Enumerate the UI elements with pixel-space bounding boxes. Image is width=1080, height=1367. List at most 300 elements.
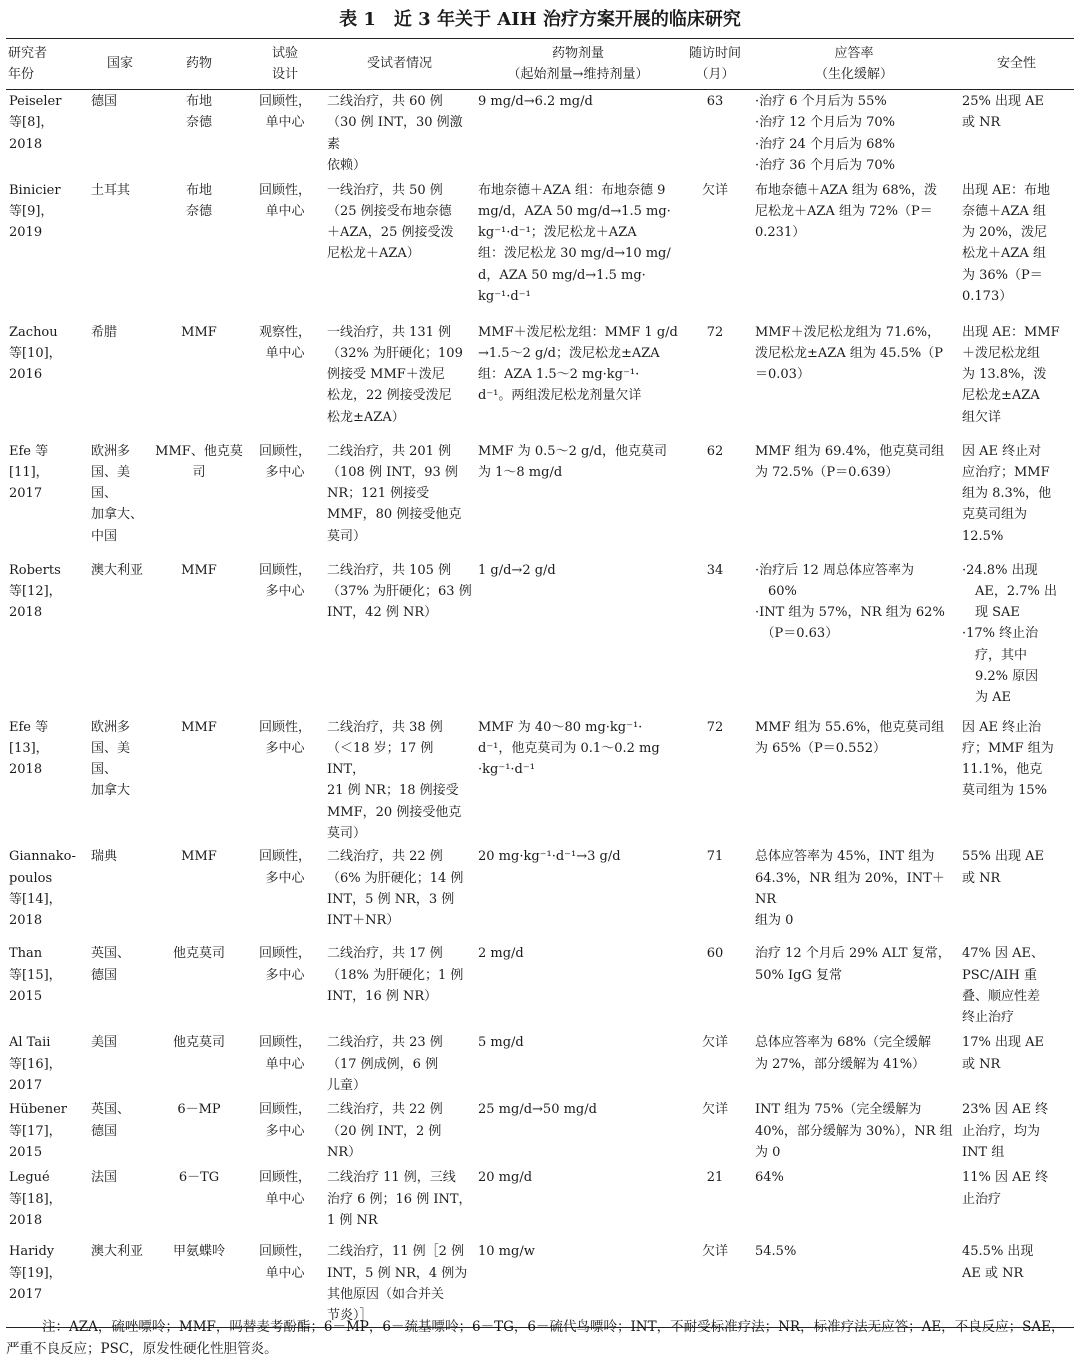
cell-line: 或 NR xyxy=(962,115,1001,131)
cell-line: 二线治疗，共 60 例 xyxy=(327,94,443,109)
cell-line: PSC/AIH 重 xyxy=(962,967,1037,983)
cell-safety xyxy=(959,179,1074,321)
cell-dosage xyxy=(475,440,681,559)
cell-drug xyxy=(152,179,246,321)
cell-line: NR；121 例接受 xyxy=(327,486,430,502)
cell-line: 尼松龙＋AZA 组为 72%（P＝ xyxy=(755,203,933,219)
cell-line: 25 mg/d→50 mg/d xyxy=(478,1102,597,1118)
cell-line: 为 65%（P＝0.552） xyxy=(755,740,886,756)
cell-line: 疗，其中 xyxy=(962,647,1028,663)
cell-line: （18% 为肝硬化；1 例 xyxy=(327,967,464,983)
cell-line: 2015 xyxy=(9,1144,43,1160)
cell-line: 一线治疗，共 50 例 xyxy=(327,182,443,198)
cell-line: 等[19]， xyxy=(9,1265,62,1281)
cell-dosage xyxy=(475,1240,681,1328)
cell-subjects xyxy=(324,1098,475,1166)
cell-line: 多中心 xyxy=(265,740,305,756)
cell-line: 尼松龙＋AZA） xyxy=(327,246,420,262)
cell-line: ·INT 组为 57%，NR 组为 62% xyxy=(755,605,945,621)
cell-line: 单中心 xyxy=(265,345,305,361)
cell-line: 72 xyxy=(706,719,724,735)
cell-line: poulos xyxy=(9,870,53,886)
cell-dosage xyxy=(475,1031,681,1098)
cell-line: 加拿大 xyxy=(91,783,131,799)
cell-researcher-year xyxy=(6,179,88,321)
cell-line: 瑞典 xyxy=(91,849,118,865)
cell-researcher-year xyxy=(6,942,88,1031)
cell-safety xyxy=(959,716,1074,846)
cell-line: 治疗 12 个月后 29% ALT 复常， xyxy=(755,946,951,962)
cell-line: 布地 xyxy=(185,182,212,198)
header-trial-design xyxy=(246,39,324,90)
cell-trial-design xyxy=(246,716,324,846)
cell-line: 欠详 xyxy=(701,1102,728,1118)
cell-line: 1 g/d→2 g/d xyxy=(478,562,556,578)
table-row xyxy=(6,942,1074,1031)
cell-safety xyxy=(959,1031,1074,1098)
cell-line: INT，5 例 NR，4 例为 xyxy=(327,1265,468,1281)
cell-follow-up xyxy=(681,440,749,559)
cell-line: 2017 xyxy=(9,1286,43,1302)
header-line: 随访时间 xyxy=(688,45,741,61)
cell-line: Efe 等[11]， xyxy=(9,443,49,480)
cell-line: 回顾性， xyxy=(258,1035,311,1051)
cell-subjects xyxy=(324,1166,475,1240)
cell-line: 二线治疗，共 38 例 xyxy=(327,719,443,735)
cell-line: 2018 xyxy=(9,136,43,152)
cell-line: 回顾性， xyxy=(258,946,311,962)
cell-line: 2 mg/d xyxy=(478,946,524,962)
header-line: 国家 xyxy=(106,56,133,72)
cell-subjects xyxy=(324,845,475,942)
cell-line: 一线治疗，共 131 例 xyxy=(327,324,452,340)
cell-subjects xyxy=(324,321,475,440)
cell-line: 克莫司组为 xyxy=(962,507,1028,523)
cell-line: 中国 xyxy=(91,528,118,544)
cell-line: 62 xyxy=(706,443,724,459)
cell-line: 松龙＋AZA 组 xyxy=(962,246,1046,262)
cell-dosage xyxy=(475,559,681,716)
cell-subjects xyxy=(324,716,475,846)
cell-response-rate xyxy=(749,716,959,846)
cell-researcher-year xyxy=(6,1031,88,1098)
cell-line: 20 mg/d xyxy=(478,1170,533,1186)
cell-follow-up xyxy=(681,90,749,179)
cell-line: 二线治疗，共 23 例 xyxy=(327,1035,443,1051)
cell-line: 6－TG xyxy=(178,1170,220,1186)
cell-line: AE 或 NR xyxy=(962,1265,1024,1281)
cell-line: ·治疗 36 个月后为 70% xyxy=(755,157,895,173)
cell-follow-up xyxy=(681,1166,749,1240)
cell-line: 单中心 xyxy=(265,1265,305,1281)
cell-trial-design xyxy=(246,321,324,440)
cell-line: 单中心 xyxy=(265,1191,305,1207)
cell-line: 回顾性， xyxy=(258,182,311,198)
cell-trial-design xyxy=(246,440,324,559)
cell-line: 英国、 xyxy=(91,1102,131,1118)
header-drug xyxy=(152,39,246,90)
cell-line: 5 mg/d xyxy=(478,1035,524,1051)
cell-researcher-year xyxy=(6,440,88,559)
cell-line: 儿童） xyxy=(327,1077,367,1093)
cell-line: （108 例 INT，93 例 xyxy=(327,464,458,480)
cell-line: 为 36%（P＝ xyxy=(962,267,1043,283)
cell-line: （＜18 岁；17 例 INT， xyxy=(327,740,434,778)
cell-line: （17 例成例，6 例 xyxy=(327,1056,439,1072)
cell-line: 布地奈德＋AZA 组为 68%，泼 xyxy=(755,182,937,198)
cell-line: （32% 为肝硬化；109 xyxy=(327,345,463,361)
cell-line: 二线治疗，11 例［2 例 xyxy=(327,1244,465,1260)
cell-line: 60 xyxy=(706,946,724,962)
cell-line: 组：泼尼松龙 30 mg/d→10 mg/ xyxy=(478,246,671,262)
cell-line: 观察性， xyxy=(258,324,311,340)
cell-response-rate xyxy=(749,179,959,321)
cell-line: INT 组为 75%（完全缓解为 xyxy=(755,1102,922,1118)
cell-line: MMF 组为 69.4%，他克莫司组 xyxy=(755,443,945,459)
cell-line: 布地 xyxy=(185,94,212,109)
cell-line: Al Taii xyxy=(9,1035,51,1051)
cell-subjects xyxy=(324,559,475,716)
cell-line: 二线治疗，共 22 例 xyxy=(327,1102,443,1118)
cell-line: d，AZA 50 mg/d→1.5 mg· xyxy=(478,267,646,283)
cell-dosage xyxy=(475,179,681,321)
cell-follow-up xyxy=(681,559,749,716)
table-header-row xyxy=(6,39,1074,90)
cell-dosage xyxy=(475,845,681,942)
cell-line: MMF，80 例接受他克 xyxy=(327,507,462,523)
cell-trial-design xyxy=(246,1031,324,1098)
cell-line: d⁻¹，他克莫司为 0.1～0.2 mg xyxy=(478,740,660,756)
cell-dosage xyxy=(475,321,681,440)
cell-line: INT，42 例 NR） xyxy=(327,605,438,621)
cell-line: 奈德＋AZA 组 xyxy=(962,203,1046,219)
header-response-rate xyxy=(749,39,959,90)
cell-line: 莫司组为 15% xyxy=(962,783,1048,799)
cell-line: Legué xyxy=(9,1170,50,1186)
cell-line: 泼尼松龙±AZA 组为 45.5%（P xyxy=(755,345,944,361)
cell-line: 出现 AE：MMF xyxy=(962,324,1060,340)
cell-line: 国、美国、 xyxy=(91,464,131,502)
cell-subjects xyxy=(324,179,475,321)
cell-line: AE，2.7% 出 xyxy=(962,583,1058,599)
cell-line: 总体应答率为 68%（完全缓解 xyxy=(755,1035,932,1051)
cell-line: ＝0.03） xyxy=(755,367,810,383)
cell-line: MMF 为 40～80 mg·kg⁻¹· xyxy=(478,719,643,735)
cell-line: MMF，20 例接受他克 xyxy=(327,804,462,820)
cell-line: MMF＋泼尼松龙组：MMF 1 g/d xyxy=(478,324,678,340)
cell-country xyxy=(88,179,152,321)
cell-line: 欠详 xyxy=(701,182,728,198)
cell-line: 布地奈德＋AZA 组：布地奈德 9 xyxy=(478,182,666,198)
cell-line: 64.3%，NR 组为 20%，INT＋NR xyxy=(755,870,945,907)
cell-line: 0.173） xyxy=(962,288,1013,304)
cell-safety xyxy=(959,440,1074,559)
cell-line: 回顾性， xyxy=(258,1244,311,1260)
table-row xyxy=(6,440,1074,559)
cell-dosage xyxy=(475,1098,681,1166)
cell-line: 55% 出现 AE xyxy=(962,849,1045,865)
cell-line: 40%，部分缓解为 30%），NR 组 xyxy=(755,1123,953,1139)
cell-safety xyxy=(959,845,1074,942)
cell-line: 单中心 xyxy=(265,115,305,131)
cell-safety xyxy=(959,90,1074,179)
header-dosage xyxy=(475,39,681,90)
cell-line: 回顾性， xyxy=(258,849,311,865)
cell-line: 或 NR xyxy=(962,870,1001,886)
cell-response-rate xyxy=(749,1031,959,1098)
cell-line: 回顾性， xyxy=(258,719,311,735)
cell-drug xyxy=(152,321,246,440)
cell-country xyxy=(88,1240,152,1328)
cell-line: 2018 xyxy=(9,913,43,929)
table-row xyxy=(6,559,1074,716)
cell-line: 欠详 xyxy=(701,1035,728,1051)
cell-line: 德国 xyxy=(91,94,118,109)
header-line: 设计 xyxy=(271,67,298,82)
cell-follow-up xyxy=(681,1240,749,1328)
cell-follow-up xyxy=(681,321,749,440)
cell-researcher-year xyxy=(6,1098,88,1166)
table-row xyxy=(6,321,1074,440)
cell-line: 2017 xyxy=(9,486,43,502)
cell-researcher-year xyxy=(6,90,88,179)
cell-line: 11% 因 AE 终 xyxy=(962,1170,1049,1186)
cell-line: 为 13.8%，泼 xyxy=(962,367,1047,383)
cell-line: kg⁻¹·d⁻¹；泼尼松龙＋AZA xyxy=(478,225,637,241)
cell-line: 45.5% 出现 xyxy=(962,1244,1034,1260)
cell-line: kg⁻¹·d⁻¹ xyxy=(478,288,531,304)
cell-line: 为 1～8 mg/d xyxy=(478,464,563,480)
cell-country xyxy=(88,716,152,846)
cell-line: 澳大利亚 xyxy=(91,1244,144,1260)
cell-line: 2018 xyxy=(9,1212,43,1228)
cell-line: 因 AE 终止对 xyxy=(962,443,1042,459)
cell-line: 2015 xyxy=(9,988,43,1004)
cell-line: 出现 AE：布地 xyxy=(962,182,1051,198)
cell-line: 美国 xyxy=(91,1035,118,1051)
header-follow-up xyxy=(681,39,749,90)
cell-line: d⁻¹。两组泼尼松龙剂量欠详 xyxy=(478,388,642,404)
table-row xyxy=(6,1240,1074,1328)
cell-line: 2017 xyxy=(9,1077,43,1093)
cell-line: 单中心 xyxy=(265,203,305,219)
header-subjects xyxy=(324,39,475,90)
cell-line: 为 AE xyxy=(962,690,1012,706)
cell-line: MMF＋泼尼松龙组为 71.6%， xyxy=(755,324,941,340)
cell-line: Roberts xyxy=(9,562,61,578)
cell-line: 组为 8.3%，他 xyxy=(962,486,1052,502)
cell-line: 尼松龙±AZA xyxy=(962,388,1040,404)
cell-drug xyxy=(152,1240,246,1328)
cell-line: 等[9]， xyxy=(9,203,54,219)
cell-line: 叠、顺应性差 xyxy=(962,988,1041,1004)
cell-drug xyxy=(152,440,246,559)
cell-line: Binicier xyxy=(9,182,61,198)
cell-dosage xyxy=(475,942,681,1031)
cell-line: ·17% 终止治 xyxy=(962,626,1039,642)
cell-line: Peiseler xyxy=(9,94,62,109)
cell-trial-design xyxy=(246,845,324,942)
cell-line: 等[10]， xyxy=(9,345,62,361)
cell-line: 回顾性， xyxy=(258,443,311,459)
cell-line: MMF xyxy=(181,324,217,340)
cell-researcher-year xyxy=(6,321,88,440)
cell-subjects xyxy=(324,942,475,1031)
cell-drug xyxy=(152,1166,246,1240)
cell-drug xyxy=(152,942,246,1031)
cell-drug xyxy=(152,845,246,942)
cell-follow-up xyxy=(681,845,749,942)
cell-response-rate xyxy=(749,90,959,179)
clinical-studies-table xyxy=(6,38,1074,1328)
cell-line: 德国 xyxy=(91,1123,118,1139)
cell-line: ·24.8% 出现 xyxy=(962,562,1038,578)
cell-line: 34 xyxy=(706,562,724,578)
cell-line: 17% 出现 AE xyxy=(962,1035,1045,1051)
cell-line: 2018 xyxy=(9,762,43,778)
cell-line: ＋AZA，25 例接受泼 xyxy=(327,225,454,241)
cell-line: INT，16 例 NR） xyxy=(327,988,438,1004)
cell-follow-up xyxy=(681,716,749,846)
cell-researcher-year xyxy=(6,845,88,942)
cell-line: 72 xyxy=(706,324,724,340)
cell-line: 终止治疗 xyxy=(962,1010,1015,1026)
cell-line: 等[8]， xyxy=(9,115,54,131)
cell-researcher-year xyxy=(6,1240,88,1328)
cell-line: INT 组 xyxy=(962,1144,1005,1160)
cell-country xyxy=(88,845,152,942)
cell-line: 疗；MMF 组为 xyxy=(962,740,1054,756)
cell-line: 多中心 xyxy=(265,464,305,480)
header-line: （起始剂量→维持剂量） xyxy=(507,67,649,82)
cell-line: MMF xyxy=(181,562,217,578)
cell-line: 止治疗，均为 xyxy=(962,1123,1041,1139)
cell-drug xyxy=(152,90,246,179)
cell-line: Than xyxy=(9,946,43,962)
cell-safety xyxy=(959,559,1074,716)
cell-response-rate xyxy=(749,942,959,1031)
cell-line: 莫司） xyxy=(327,528,367,544)
cell-trial-design xyxy=(246,559,324,716)
cell-line: 11.1%，他克 xyxy=(962,762,1043,778)
table-row xyxy=(6,1098,1074,1166)
cell-line: 澳大利亚 xyxy=(91,562,144,578)
table-row xyxy=(6,716,1074,846)
cell-response-rate xyxy=(749,1166,959,1240)
cell-line: 54.5% xyxy=(755,1244,797,1260)
cell-line: 为 20%，泼尼 xyxy=(962,225,1048,241)
cell-line: 等[16]， xyxy=(9,1056,62,1072)
cell-line: 9 mg/d→6.2 mg/d xyxy=(478,94,593,109)
cell-researcher-year xyxy=(6,1166,88,1240)
cell-line: 国、美国、 xyxy=(91,740,131,778)
cell-line: 他克莫司 xyxy=(172,1035,225,1051)
cell-line: 二线治疗，共 105 例 xyxy=(327,562,452,578)
cell-safety xyxy=(959,321,1074,440)
cell-line: 多中心 xyxy=(265,1123,305,1139)
cell-trial-design xyxy=(246,1166,324,1240)
header-line: 药物 xyxy=(185,56,212,72)
header-line: 试验 xyxy=(271,45,298,61)
cell-line: →1.5～2 g/d；泼尼松龙±AZA xyxy=(478,345,660,361)
cell-safety xyxy=(959,1098,1074,1166)
cell-line: 等[17]， xyxy=(9,1123,62,1139)
cell-line: 总体应答率为 45%，INT 组为 xyxy=(755,849,935,865)
cell-dosage xyxy=(475,1166,681,1240)
cell-line: 为 72.5%（P＝0.639） xyxy=(755,464,899,480)
cell-line: Hübener xyxy=(9,1102,68,1118)
header-researcher-year xyxy=(6,39,88,90)
cell-line: 回顾性， xyxy=(258,562,311,578)
cell-line: Efe 等[13]， xyxy=(9,719,49,756)
cell-line: 等[14]， xyxy=(9,891,62,907)
cell-line: 10 mg/w xyxy=(478,1244,535,1260)
cell-line: 他克莫司 xyxy=(172,946,225,962)
cell-subjects xyxy=(324,440,475,559)
cell-line: 单中心 xyxy=(265,1056,305,1072)
cell-line: MMF 为 0.5～2 g/d，他克莫司 xyxy=(478,443,668,459)
cell-line: 止治疗 xyxy=(962,1191,1002,1207)
cell-country xyxy=(88,559,152,716)
cell-line: Haridy xyxy=(9,1244,55,1260)
cell-line: MMF、他克莫司 xyxy=(155,443,243,480)
cell-line: 奈德 xyxy=(185,115,212,131)
cell-line: 等[12]， xyxy=(9,583,62,599)
cell-line: 节炎）］ xyxy=(327,1308,373,1324)
header-line: 年份 xyxy=(8,67,35,82)
cell-dosage xyxy=(475,716,681,846)
cell-line: （P＝0.63） xyxy=(755,626,839,642)
header-line: 研究者 xyxy=(8,45,48,61)
cell-follow-up xyxy=(681,942,749,1031)
cell-drug xyxy=(152,559,246,716)
cell-line: 欧洲多 xyxy=(91,443,131,459)
cell-line: 12.5% xyxy=(962,528,1004,544)
cell-line: 欠详 xyxy=(701,1244,728,1260)
cell-line: 47% 因 AE、 xyxy=(962,946,1045,962)
cell-line: 64% xyxy=(755,1170,784,1186)
cell-line: 依赖） xyxy=(327,157,367,173)
cell-line: 二线治疗，共 22 例 xyxy=(327,849,443,865)
cell-line: 甲氨蝶呤 xyxy=(172,1244,225,1260)
header-line: 安全性 xyxy=(996,56,1036,72)
cell-line: （30 例 INT，30 例激素 xyxy=(327,115,463,152)
cell-response-rate xyxy=(749,559,959,716)
cell-line: 例接受 MMF＋泼尼 xyxy=(327,367,445,383)
header-safety xyxy=(959,39,1074,90)
cell-trial-design xyxy=(246,1240,324,1328)
cell-line: 2019 xyxy=(9,225,43,241)
cell-safety xyxy=(959,1166,1074,1240)
cell-line: INT，5 例 NR，3 例 xyxy=(327,891,455,907)
cell-line: MMF xyxy=(181,849,217,865)
cell-line: 回顾性， xyxy=(258,94,311,109)
cell-trial-design xyxy=(246,942,324,1031)
cell-line: 1 例 NR xyxy=(327,1212,378,1228)
cell-country xyxy=(88,1098,152,1166)
cell-line: 因 AE 终止治 xyxy=(962,719,1042,735)
cell-line: 6－MP xyxy=(177,1102,221,1118)
cell-line: 2018 xyxy=(9,605,43,621)
cell-line: 治疗 6 例；16 例 INT， xyxy=(327,1191,472,1207)
cell-line: 二线治疗，共 17 例 xyxy=(327,946,443,962)
cell-drug xyxy=(152,1098,246,1166)
table-row xyxy=(6,1166,1074,1240)
cell-line: 土耳其 xyxy=(91,182,131,198)
cell-line: 50% IgG 复常 xyxy=(755,967,843,983)
cell-line: mg/d，AZA 50 mg/d→1.5 mg· xyxy=(478,203,671,219)
cell-line: MMF xyxy=(181,719,217,735)
